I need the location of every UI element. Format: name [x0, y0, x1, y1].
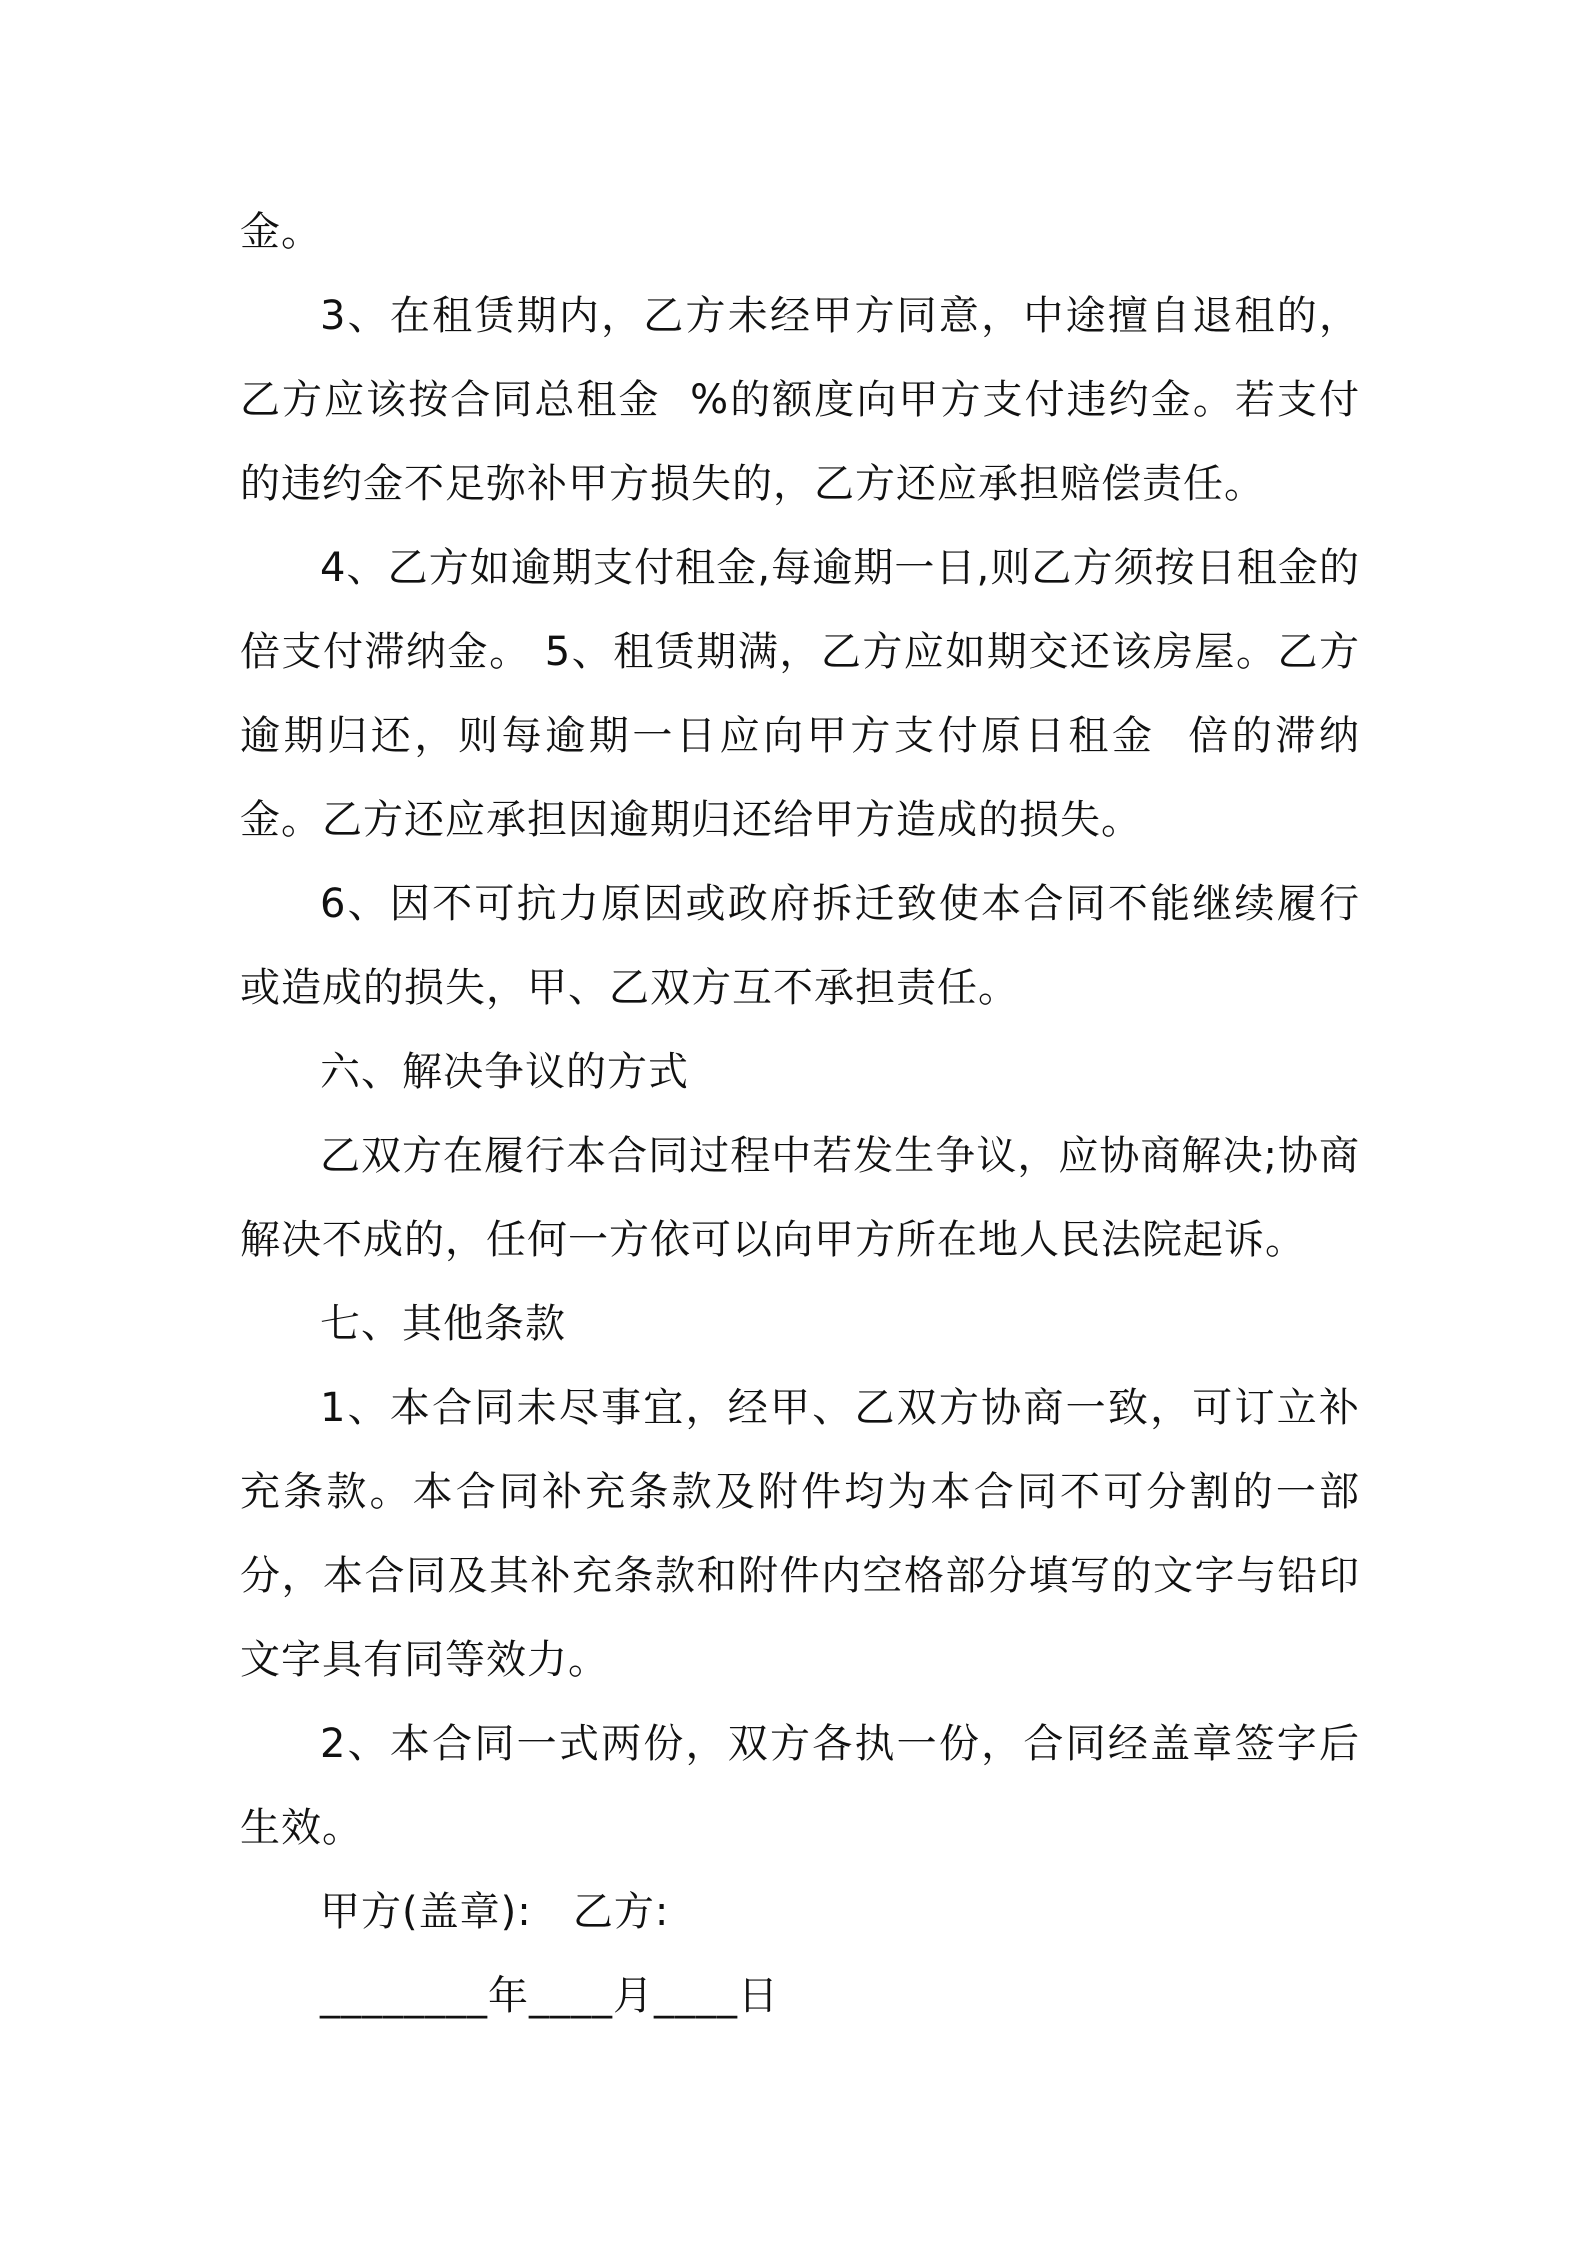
section-heading-other-terms: 七、其他条款: [320, 1301, 566, 1347]
paragraph-other-1: 1、本合同未尽事宜，经甲、乙双方协商一致，可订立补充条款。本合同补充条款及附件均为本合同不可分割的一部分，本合同及其补充条款和附件内空格部分填写的文字与铅印文字具有同等效力。: [240, 1385, 1360, 1683]
paragraph-clause-3: 3、在租赁期内，乙方未经甲方同意，中途擅自退租的，乙方应该按合同总租金 %的额度向甲方支付违约金。若支付的违约金不足弥补甲方损失的，乙方还应承担赔偿责任。: [240, 293, 1360, 507]
date-line: ________年____月____日: [320, 1973, 779, 2019]
paragraph-clause-4-5: 4、乙方如逾期支付租金,每逾期一日,则乙方须按日租金的倍支付滞纳金。 5、租赁期满，乙方应如期交还该房屋。乙方逾期归还，则每逾期一日应向甲方支付原日租金 倍的滞纳金。乙方还应承担因逾期归还给甲方造成的损失。: [240, 545, 1360, 843]
paragraph-continuation: 金。: [240, 209, 322, 255]
paragraph-clause-6: 6、因不可抗力原因或政府拆迁致使本合同不能继续履行或造成的损失，甲、乙双方互不承担责任。: [240, 881, 1360, 1011]
paragraph-other-2: 2、本合同一式两份，双方各执一份，合同经盖章签字后生效。: [240, 1721, 1360, 1851]
document-body: [240, 190, 1360, 2038]
signature-line: 甲方(盖章): 乙方:: [320, 1889, 670, 1935]
section-heading-dispute: 六、解决争议的方式: [320, 1049, 689, 1095]
paragraph-dispute: 乙双方在履行本合同过程中若发生争议，应协商解决;协商解决不成的，任何一方依可以向甲方所在地人民法院起诉。: [240, 1133, 1360, 1263]
